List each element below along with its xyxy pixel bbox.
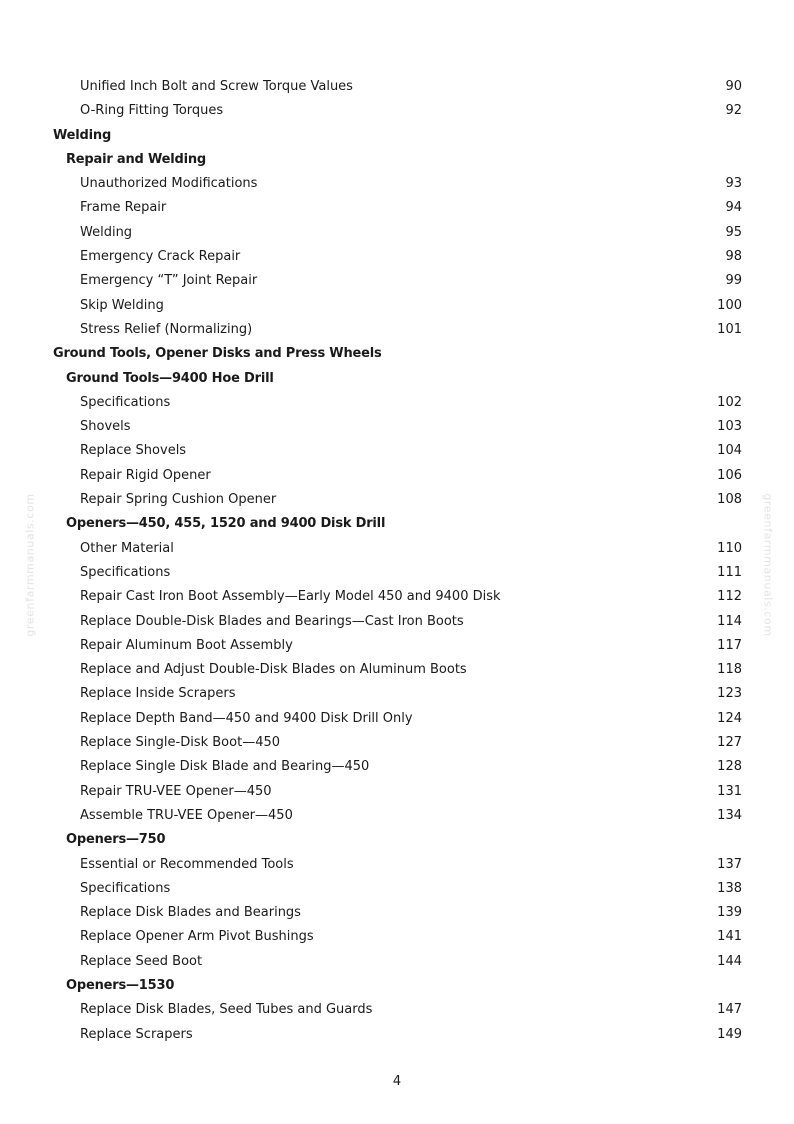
toc-entry-title: Essential or Recommended Tools	[80, 856, 294, 872]
toc-entry[interactable]	[0, 853, 794, 877]
toc-entry-page-number: 92	[725, 103, 742, 119]
toc-entry-title: Specifications	[80, 394, 171, 410]
toc-section-heading[interactable]	[0, 828, 794, 852]
toc-section-heading[interactable]	[0, 342, 794, 366]
toc-entry-title: Repair Aluminum Boot Assembly	[80, 637, 293, 653]
toc-entry[interactable]	[0, 804, 794, 828]
toc-entry-title: Replace Opener Arm Pivot Bushings	[80, 929, 314, 945]
toc-entry-title: Ground Tools, Opener Disks and Press Wheels	[53, 346, 382, 362]
watermark-right: greenfarmmanuals.com	[761, 493, 775, 637]
toc-entry[interactable]	[0, 998, 794, 1022]
page-number: 4	[392, 1074, 402, 1089]
toc-section-heading[interactable]	[0, 512, 794, 536]
toc-entry[interactable]	[0, 196, 794, 220]
toc-entry-page-number: 106	[717, 467, 742, 483]
toc-entry-page-number: 127	[717, 735, 742, 751]
table-of-contents	[0, 75, 794, 1047]
toc-entry-title: Stress Relief (Normalizing)	[80, 321, 253, 337]
toc-entry[interactable]	[0, 901, 794, 925]
toc-entry[interactable]	[0, 585, 794, 609]
toc-entry-title: Replace Single-Disk Boot—450	[80, 735, 281, 751]
toc-entry-title: Welding	[53, 127, 112, 143]
toc-entry-title: Replace Disk Blades and Bearings	[80, 905, 301, 921]
toc-entry-page-number: 102	[717, 394, 742, 410]
toc-entry-page-number: 104	[717, 443, 742, 459]
toc-entry-page-number: 144	[717, 953, 742, 969]
toc-entry-page-number: 98	[725, 249, 742, 265]
toc-entry-title: Openers—450, 455, 1520 and 9400 Disk Drill	[66, 516, 386, 532]
toc-entry[interactable]	[0, 75, 794, 99]
toc-entry-page-number: 137	[717, 856, 742, 872]
toc-entry-title: Replace Disk Blades, Seed Tubes and Guards	[80, 1002, 373, 1018]
toc-entry-page-number: 139	[717, 905, 742, 921]
toc-entry[interactable]	[0, 561, 794, 585]
toc-entry[interactable]	[0, 318, 794, 342]
toc-entry-page-number: 118	[717, 662, 742, 678]
toc-entry[interactable]	[0, 731, 794, 755]
toc-entry-title: Replace Single Disk Blade and Bearing—450	[80, 759, 370, 775]
toc-entry-title: Openers—750	[66, 832, 166, 848]
toc-entry[interactable]	[0, 755, 794, 779]
toc-entry-page-number: 100	[717, 297, 742, 313]
toc-entry-page-number: 134	[717, 807, 742, 823]
toc-entry-title: Replace Double-Disk Blades and Bearings—Cast Iron Boots	[80, 613, 464, 629]
toc-section-heading[interactable]	[0, 148, 794, 172]
toc-entry[interactable]	[0, 658, 794, 682]
toc-entry-title: Replace Inside Scrapers	[80, 686, 236, 702]
toc-entry[interactable]	[0, 610, 794, 634]
toc-entry-title: Welding	[80, 224, 133, 240]
toc-entry-page-number: 131	[717, 783, 742, 799]
toc-entry[interactable]	[0, 99, 794, 123]
toc-entry-title: Emergency Crack Repair	[80, 249, 241, 265]
toc-entry[interactable]	[0, 245, 794, 269]
toc-entry-title: Unauthorized Modifications	[80, 176, 258, 192]
watermark-left: greenfarmmanuals.com	[23, 493, 37, 637]
toc-entry-page-number: 128	[717, 759, 742, 775]
toc-entry[interactable]	[0, 537, 794, 561]
toc-entry-title: Openers—1530	[66, 977, 175, 993]
toc-entry-page-number: 138	[717, 880, 742, 896]
toc-entry[interactable]	[0, 439, 794, 463]
toc-section-heading[interactable]	[0, 367, 794, 391]
toc-entry-title: Repair Rigid Opener	[80, 467, 211, 483]
toc-entry-page-number: 108	[717, 492, 742, 508]
toc-entry[interactable]	[0, 391, 794, 415]
toc-entry-page-number: 90	[725, 79, 742, 94]
toc-entry-page-number: 95	[725, 224, 742, 240]
toc-entry[interactable]	[0, 950, 794, 974]
toc-entry-title: Shovels	[80, 419, 131, 435]
toc-entry[interactable]	[0, 221, 794, 245]
toc-entry-title: Emergency “T” Joint Repair	[80, 273, 258, 289]
toc-entry[interactable]	[0, 877, 794, 901]
toc-entry-title: Replace Seed Boot	[80, 953, 203, 969]
toc-entry[interactable]	[0, 294, 794, 318]
toc-entry[interactable]	[0, 488, 794, 512]
toc-entry-page-number: 147	[717, 1002, 742, 1018]
toc-entry-title: Specifications	[80, 880, 171, 896]
toc-entry-page-number: 114	[717, 613, 742, 629]
toc-entry[interactable]	[0, 780, 794, 804]
toc-entry-title: Repair TRU-VEE Opener—450	[80, 783, 272, 799]
toc-entry-title: Skip Welding	[80, 297, 164, 313]
toc-entry-title: Repair Cast Iron Boot Assembly—Early Model 450 and 9400 Disk	[80, 589, 501, 605]
toc-entry[interactable]	[0, 464, 794, 488]
toc-entry-title: Ground Tools—9400 Hoe Drill	[66, 370, 274, 386]
toc-entry[interactable]	[0, 925, 794, 949]
toc-entry-page-number: 93	[725, 176, 742, 192]
toc-entry-title: Repair and Welding	[66, 151, 207, 167]
toc-entry-page-number: 123	[717, 686, 742, 702]
toc-entry[interactable]	[0, 707, 794, 731]
toc-entry[interactable]	[0, 682, 794, 706]
toc-entry-title: Frame Repair	[80, 200, 167, 216]
toc-entry-page-number: 111	[717, 564, 742, 580]
toc-entry-page-number: 99	[725, 273, 742, 289]
toc-entry-page-number: 110	[717, 540, 742, 556]
toc-entry-page-number: 103	[717, 419, 742, 435]
toc-entry-title: Specifications	[80, 564, 171, 580]
toc-entry-title: Unified Inch Bolt and Screw Torque Values	[80, 79, 353, 94]
toc-entry-title: Assemble TRU-VEE Opener—450	[80, 807, 293, 823]
toc-section-heading[interactable]	[0, 124, 794, 148]
toc-entry-page-number: 149	[717, 1026, 742, 1042]
toc-section-heading[interactable]	[0, 974, 794, 998]
toc-entry-page-number: 112	[717, 589, 742, 605]
toc-entry[interactable]	[0, 172, 794, 196]
toc-entry[interactable]	[0, 1023, 794, 1047]
toc-entry-title: Replace Depth Band—450 and 9400 Disk Drill Only	[80, 710, 413, 726]
toc-entry-page-number: 94	[725, 200, 742, 216]
toc-entry-title: Repair Spring Cushion Opener	[80, 492, 277, 508]
toc-entry[interactable]	[0, 415, 794, 439]
toc-entry-title: Other Material	[80, 540, 174, 556]
toc-entry-page-number: 117	[717, 637, 742, 653]
toc-entry[interactable]	[0, 269, 794, 293]
toc-entry-page-number: 141	[717, 929, 742, 945]
toc-entry-title: Replace Shovels	[80, 443, 187, 459]
toc-entry-title: O-Ring Fitting Torques	[80, 103, 224, 119]
toc-entry-title: Replace and Adjust Double-Disk Blades on Aluminum Boots	[80, 662, 467, 678]
toc-entry-page-number: 101	[717, 321, 742, 337]
toc-entry[interactable]	[0, 634, 794, 658]
toc-entry-title: Replace Scrapers	[80, 1026, 193, 1042]
toc-entry-page-number: 124	[717, 710, 742, 726]
